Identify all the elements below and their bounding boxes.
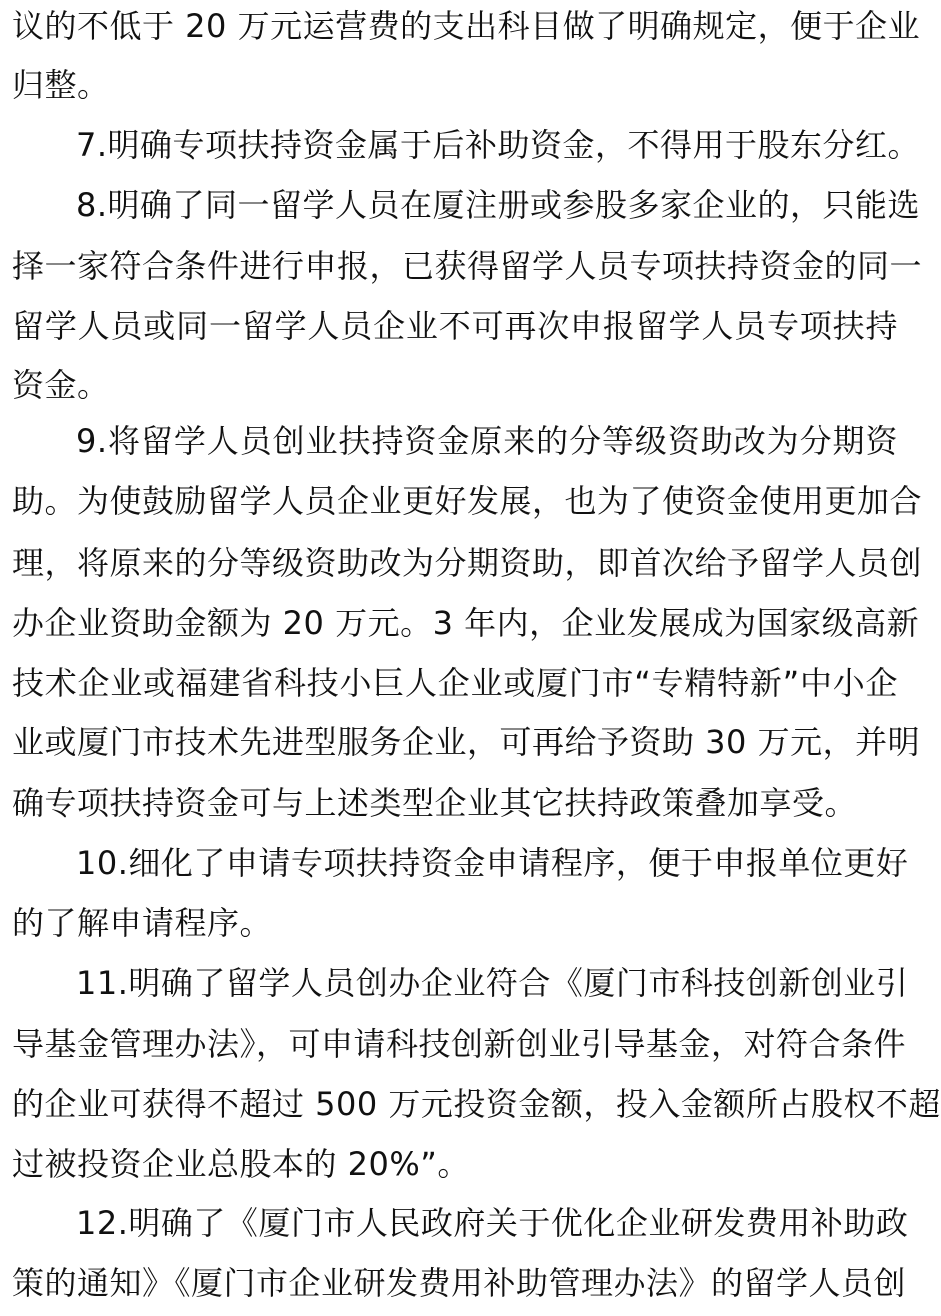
text-line: 办企业资助金额为 20 万元。3 年内，企业发展成为国家级高新 [12,604,920,642]
text-line: 助。为使鼓励留学人员企业更好发展，也为了使资金使用更加合 [12,482,923,520]
text-line: 资金。 [12,366,110,404]
text-line: 11.明确了留学人员创办企业符合《厦门市科技创新创业引 [76,964,909,1002]
text-line: 确专项扶持资金可与上述类型企业其它扶持政策叠加享受。 [12,784,858,822]
text-line: 7.明确专项扶持资金属于后补助资金，不得用于股东分红。 [76,126,921,164]
text-line: 择一家符合条件进行申报，已获得留学人员专项扶持资金的同一 [12,247,923,285]
text-line: 业或厦门市技术先进型服务企业，可再给予资助 30 万元，并明 [12,723,921,761]
text-line: 8.明确了同一留学人员在厦注册或参股多家企业的，只能选 [76,186,921,224]
text-line: 技术企业或福建省科技小巨人企业或厦门市“专精特新”中小企 [12,664,898,702]
text-line: 议的不低于 20 万元运营费的支出科目做了明确规定，便于企业 [12,7,921,45]
text-line: 导基金管理办法》，可申请科技创新创业引导基金，对符合条件 [12,1025,907,1063]
text-line: 过被投资企业总股本的 20%”。 [12,1145,470,1183]
text-line: 归整。 [12,66,110,104]
text-line: 12.明确了《厦门市人民政府关于优化企业研发费用补助政 [76,1204,909,1242]
text-line: 10.细化了申请专项扶持资金申请程序，便于申报单位更好 [76,844,909,882]
text-line: 留学人员或同一留学人员企业不可再次申报留学人员专项扶持 [12,307,898,345]
text-line: 理，将原来的分等级资助改为分期资助，即首次给予留学人员创 [12,544,923,582]
text-line: 9.将留学人员创业扶持资金原来的分等级资助改为分期资 [76,422,898,460]
text-line: 的企业可获得不超过 500 万元投资金额，投入金额所占股权不超 [12,1085,941,1123]
text-line: 策的通知》《厦门市企业研发费用补助管理办法》的留学人员创 [12,1264,907,1302]
text-line: 的了解申请程序。 [12,904,273,942]
